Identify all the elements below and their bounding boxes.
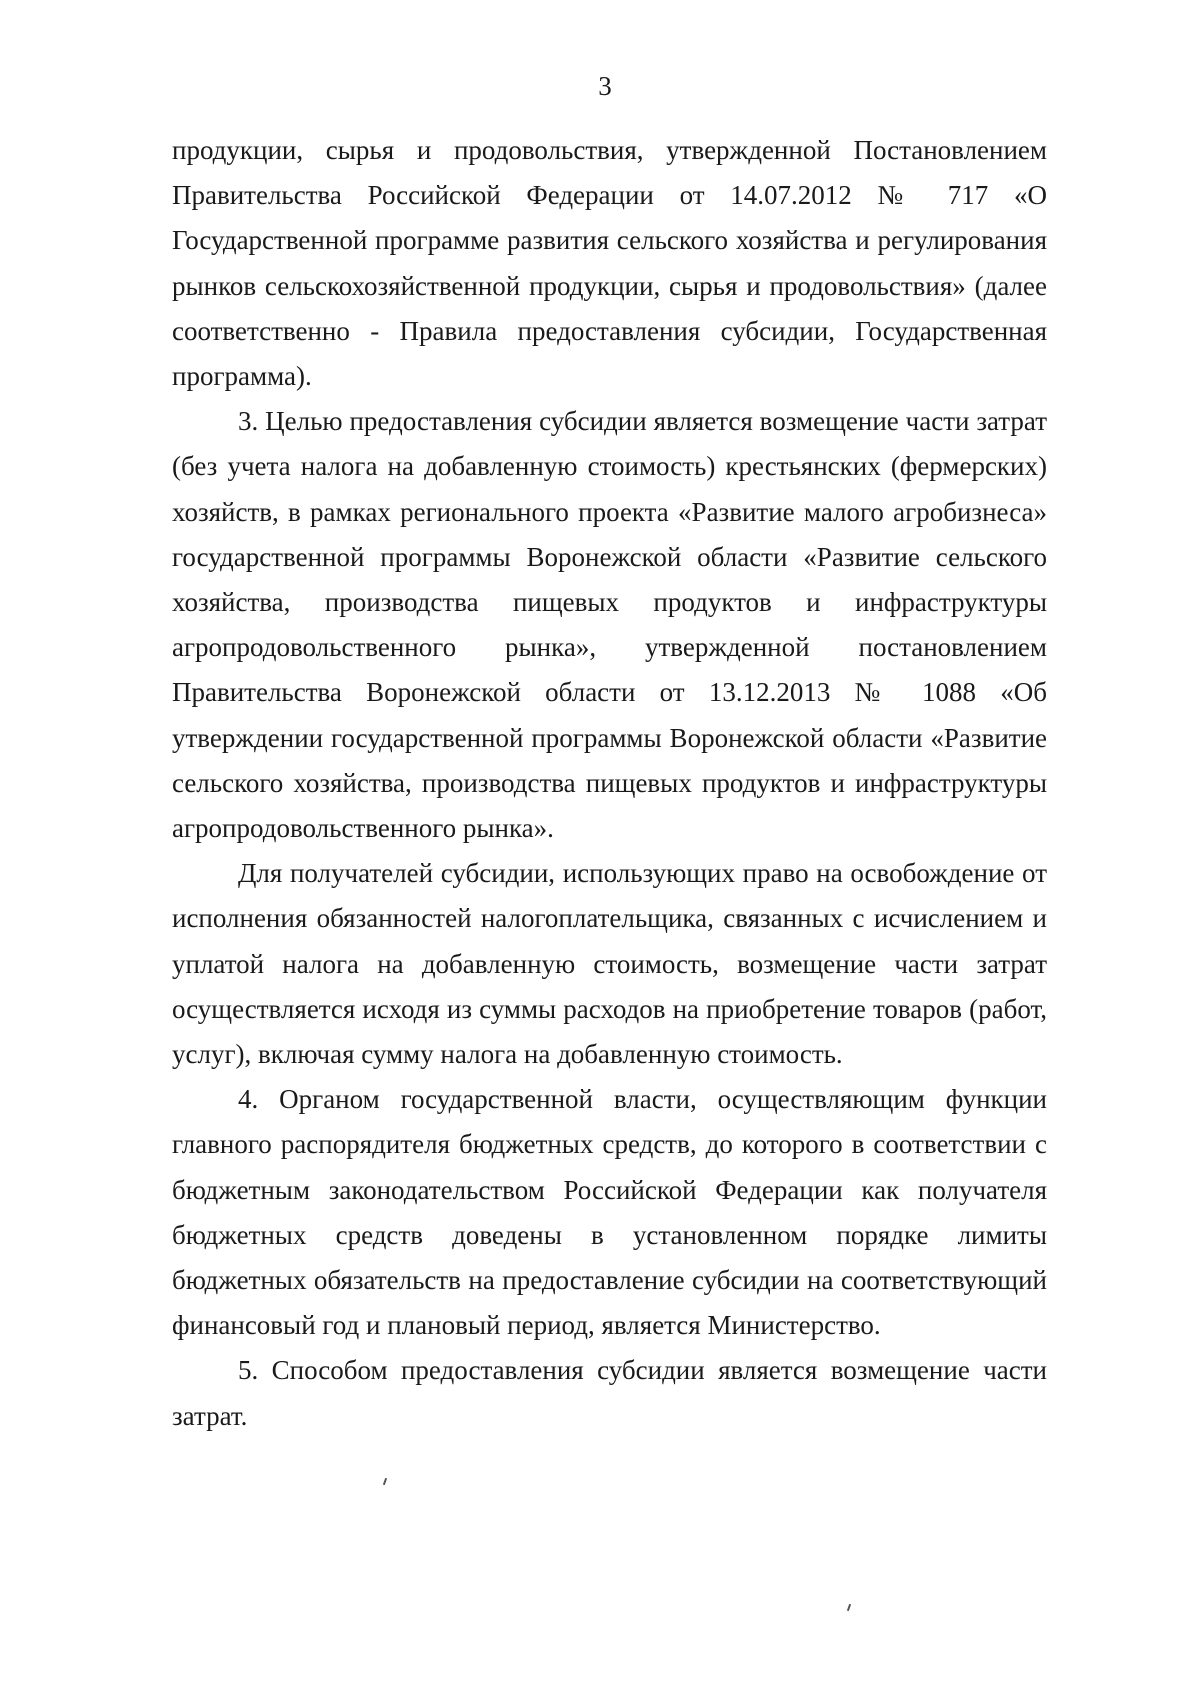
scan-speck bbox=[383, 1478, 387, 1485]
paragraph-item-3: 3. Целью предоставления субсидии является возмещение части затрат (без учета налога на добавленную стоимость) крестьянских (фермерских) хозяйств, в рамках регионального проекта «Развитие малого агробизнеса» государственной программы Воронежской области «Развитие сельского хозяйства, производства пищевых продуктов и инфраструктуры агропродовольственного рынка», утвержденной постановлением Правительства Воронежской области от 13.12.2013 № 1088 «Об утверждении государственной программы Воронежской области «Развитие сельского хозяйства, производства пищевых продуктов и инфраструктуры агропродовольственного рынка». bbox=[172, 406, 1047, 844]
scan-speck bbox=[847, 1604, 851, 1611]
paragraph-item-3-vat: Для получателей субсидии, использующих право на освобождение от исполнения обязанностей налогоплательщика, связанных с исчислением и уплатой налога на добавленную стоимость, возмещение части затрат осуществляется исходя из суммы расходов на приобретение товаров (работ, услуг), включая сумму налога на добавленную стоимость. bbox=[172, 858, 1047, 1070]
paragraph-continuation: продукции, сырья и продовольствия, утвержденной Постановлением Правительства Российской Федерации от 14.07.2012 № 717 «О Государственной программе развития сельского хозяйства и регулирования рынков сельскохозяйственной продукции, сырья и продовольствия» (далее соответственно - Правила предоставления субсидии, Государственная программа). bbox=[172, 135, 1047, 392]
page-number: 3 bbox=[598, 71, 612, 101]
paragraph-item-4: 4. Органом государственной власти, осуществляющим функции главного распорядителя бюджетных средств, до которого в соответствии с бюджетным законодательством Российской Федерации как получателя бюджетных средств доведены в установленном порядке лимиты бюджетных обязательств на предоставление субсидии на соответствующий финансовый год и плановый период, является Министерство. bbox=[172, 1084, 1047, 1341]
document-body bbox=[172, 128, 1047, 1439]
paragraph-item-5: 5. Способом предоставления субсидии является возмещение части затрат. bbox=[172, 1355, 1047, 1431]
